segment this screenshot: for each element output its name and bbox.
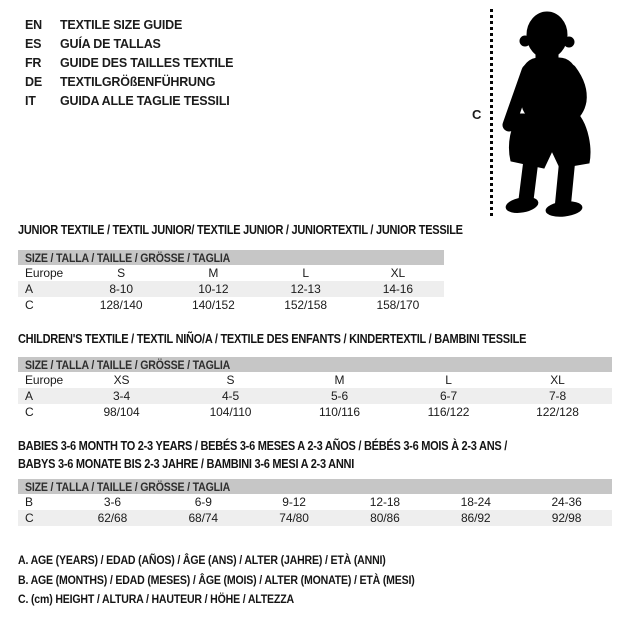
size-value: 98/104 <box>103 405 140 419</box>
size-header-bar <box>18 250 444 265</box>
size-value: 3-6 <box>103 495 121 509</box>
language-code: DE <box>25 74 42 89</box>
height-measure-label: C <box>472 107 482 122</box>
language-row <box>25 15 233 34</box>
size-value: 122/128 <box>536 405 579 419</box>
language-code: ES <box>25 36 42 51</box>
size-value: 128/140 <box>99 298 143 312</box>
size-value: 24-36 <box>551 495 582 509</box>
children-table-title-text: CHILDREN'S TEXTILE / TEXTIL NIÑO/A / TEXTILE DES ENFANTS / KINDERTEXTIL / BAMBINI TESSILE <box>18 332 527 346</box>
size-value: 3-4 <box>112 389 131 403</box>
children-table-title <box>18 330 595 348</box>
legend-note-text: A. AGE (YEARS) / EDAD (AÑOS) / ÂGE (ANS) / ALTER (JAHRE) / ETÀ (ANNI) <box>18 553 386 567</box>
babies-table-title-line1: BABIES 3-6 MONTH TO 2-3 YEARS / BEBÉS 3-6 MESES A 2-3 AÑOS / BÉBÉS 3-6 MOIS À 2-3 ANS / <box>18 439 508 453</box>
size-header-label: SIZE / TALLA / TAILLE / GRÖSSE / TAGLIA <box>25 250 231 265</box>
size-value: XL <box>550 373 565 387</box>
language-row <box>25 72 233 91</box>
babies-size-table <box>18 479 612 526</box>
row-label: C <box>25 511 34 525</box>
table-row-c <box>18 297 444 313</box>
size-value: 104/110 <box>209 405 252 419</box>
height-dotted-line <box>490 9 493 216</box>
size-value: S <box>117 266 126 280</box>
legend-note-line <box>18 553 469 573</box>
size-value: 8-10 <box>109 282 133 296</box>
table-row-c <box>18 404 612 420</box>
language-code: IT <box>25 93 36 108</box>
legend-note-line <box>18 592 469 612</box>
row-label: Europe <box>25 373 64 387</box>
size-value: 110/116 <box>319 405 360 419</box>
language-row <box>25 91 233 110</box>
size-header-label: SIZE / TALLA / TAILLE / GRÖSSE / TAGLIA <box>25 357 231 372</box>
size-value: 7-8 <box>548 389 567 403</box>
size-value: 10-12 <box>198 282 229 296</box>
size-value: 116/122 <box>427 405 470 419</box>
language-code: FR <box>25 55 42 70</box>
size-value: 12-18 <box>369 495 400 509</box>
size-value: 152/158 <box>284 298 327 312</box>
junior-table-title <box>18 221 523 239</box>
size-header-bar <box>18 479 612 494</box>
size-value: 74/80 <box>279 511 309 525</box>
size-value: 158/170 <box>376 298 420 312</box>
size-value: 12-13 <box>290 282 321 296</box>
table-row-europe <box>18 265 444 281</box>
size-value: 14-16 <box>382 282 413 296</box>
size-value: L <box>445 373 452 387</box>
table-row-a <box>18 281 444 297</box>
size-value: 62/68 <box>97 511 128 525</box>
size-value: M <box>208 266 219 280</box>
row-label: C <box>25 405 34 419</box>
table-row-europe <box>18 372 612 388</box>
legend-note-line <box>18 573 469 593</box>
legend-note-text: C. (cm) HEIGHT / ALTURA / HAUTEUR / HÖHE / ALTEZZA <box>18 592 294 606</box>
size-value: 4-5 <box>221 389 240 403</box>
table-row-b <box>18 494 612 510</box>
language-guide-title: TEXTILGRÖßENFÜHRUNG <box>60 74 216 89</box>
table-row-c <box>18 510 612 526</box>
size-value: 5-6 <box>330 389 349 403</box>
children-size-table <box>18 357 612 420</box>
size-value: XS <box>113 373 130 387</box>
legend-notes <box>18 553 469 612</box>
size-header-bar <box>18 357 612 372</box>
size-value: 6-7 <box>439 389 458 403</box>
row-label: A <box>25 282 33 296</box>
language-code: EN <box>25 17 42 32</box>
row-label: A <box>25 389 33 403</box>
junior-table-title-text: JUNIOR TEXTILE / TEXTIL JUNIOR/ TEXTILE JUNIOR / JUNIORTEXTIL / JUNIOR TESSILE <box>18 223 463 237</box>
size-value: S <box>226 373 235 387</box>
language-guide-title: GUÍA DE TALLAS <box>60 36 161 51</box>
babies-table-title-line2: BABYS 3-6 MONATE BIS 2-3 JAHRE / BAMBINI 3-6 MESI A 2-3 ANNI <box>18 457 355 471</box>
size-value: 6-9 <box>194 495 212 509</box>
size-value: 80/86 <box>370 511 400 525</box>
size-value: 9-12 <box>282 495 306 509</box>
language-guide-title: GUIDA ALLE TAGLIE TESSILI <box>60 93 230 108</box>
language-title-list <box>25 15 233 110</box>
size-value: 68/74 <box>188 511 218 525</box>
size-value: 18-24 <box>460 495 491 509</box>
junior-size-table <box>18 250 444 313</box>
size-header-label: SIZE / TALLA / TAILLE / GRÖSSE / TAGLIA <box>25 479 231 494</box>
row-label: B <box>25 495 33 509</box>
row-label: C <box>25 298 34 312</box>
language-guide-title: GUIDE DES TAILLES TEXTILE <box>60 55 234 70</box>
size-value: L <box>302 266 309 280</box>
table-row-a <box>18 388 612 404</box>
size-value: M <box>334 373 345 387</box>
language-row <box>25 53 233 72</box>
language-guide-title: TEXTILE SIZE GUIDE <box>60 17 183 32</box>
size-value: 140/152 <box>192 298 235 312</box>
toddler-silhouette-icon <box>498 8 616 220</box>
legend-note-text: B. AGE (MONTHS) / EDAD (MESES) / ÂGE (MOIS) / ALTER (MONATE) / ETÀ (MESI) <box>18 572 415 587</box>
row-label: Europe <box>25 266 64 280</box>
babies-table-title <box>18 437 574 473</box>
size-value: XL <box>390 266 406 280</box>
size-value: 92/98 <box>551 511 582 525</box>
language-row <box>25 34 233 53</box>
size-value: 86/92 <box>460 511 491 525</box>
